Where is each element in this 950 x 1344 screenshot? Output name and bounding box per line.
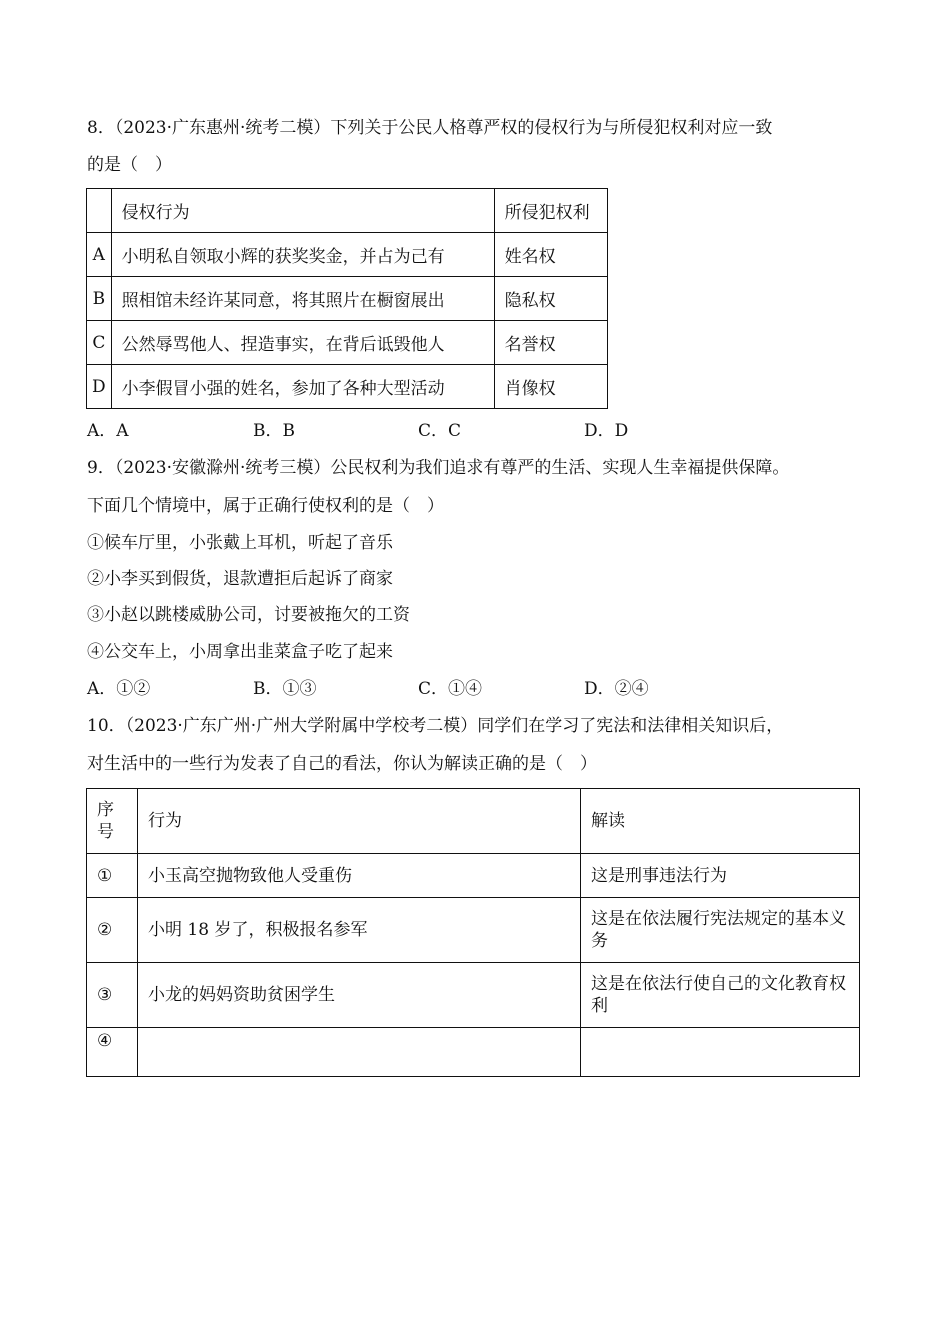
header-cell: 解读 [581, 789, 860, 854]
table-cell: 肖像权 [494, 365, 607, 409]
table-cell: 这是刑事违法行为 [581, 854, 860, 898]
q8-stem-line2: 的是（ ） [87, 155, 172, 175]
header-cell [87, 189, 112, 233]
table-header-row [87, 189, 608, 233]
q8-table [86, 188, 608, 409]
q9-stem-line1: 9．（2023·安徽滁州·统考三模）公民权利为我们追求有尊严的生活、实现人生幸福提供保障。 [87, 458, 790, 478]
option-b[interactable]: B．①③ [253, 679, 317, 699]
q8-stem-line1: 8．（2023·广东惠州·统考二模）下列关于公民人格尊严权的侵权行为与所侵犯权利对应一致 [87, 118, 773, 138]
table-cell: B [87, 277, 112, 321]
table-cell: 公然辱骂他人、捏造事实，在背后诋毁他人 [111, 321, 494, 365]
header-cell: 所侵犯权利 [494, 189, 607, 233]
table-cell: 隐私权 [494, 277, 607, 321]
table-row [87, 898, 860, 963]
table-cell: ② [87, 898, 138, 963]
header-cell: 侵权行为 [111, 189, 494, 233]
option-d[interactable]: D．②④ [584, 679, 649, 699]
table-cell: A [87, 233, 112, 277]
option-d[interactable]: D．D [584, 421, 629, 441]
q9-item-1: ①候车厅里，小张戴上耳机，听起了音乐 [87, 533, 393, 553]
option-c[interactable]: C．①④ [418, 679, 483, 699]
option-b[interactable]: B．B [253, 421, 295, 441]
table-cell: 小李假冒小强的姓名，参加了各种大型活动 [111, 365, 494, 409]
table-row [87, 277, 608, 321]
table-cell: 小龙的妈妈资助贫困学生 [138, 963, 581, 1028]
q10-stem-line2: 对生活中的一些行为发表了自己的看法，你认为解读正确的是（ ） [87, 754, 597, 774]
option-c[interactable]: C．C [418, 421, 462, 441]
q10-stem-line1: 10．（2023·广东广州·广州大学附属中学校考二模）同学们在学习了宪法和法律相关知识后， [87, 716, 784, 736]
table-cell: ① [87, 854, 138, 898]
header-cell: 行为 [138, 789, 581, 854]
table-cell: 小明 18 岁了，积极报名参军 [138, 898, 581, 963]
table-row [87, 233, 608, 277]
table-cell: 这是在依法行使自己的文化教育权利 [581, 963, 860, 1028]
table-cell: 名誉权 [494, 321, 607, 365]
q9-item-2: ②小李买到假货，退款遭拒后起诉了商家 [87, 569, 393, 589]
table-cell: ③ [87, 963, 138, 1028]
table-cell: 小玉高空抛物致他人受重伤 [138, 854, 581, 898]
table-row [87, 1028, 860, 1077]
table-cell: 照相馆未经许某同意，将其照片在橱窗展出 [111, 277, 494, 321]
table-cell: C [87, 321, 112, 365]
table-cell: 这是在依法履行宪法规定的基本义务 [581, 898, 860, 963]
q9-stem-line2: 下面几个情境中，属于正确行使权利的是（ ） [87, 496, 444, 516]
table-cell: ④ [87, 1028, 138, 1077]
table-row [87, 854, 860, 898]
table-cell: 姓名权 [494, 233, 607, 277]
table-row [87, 963, 860, 1028]
q9-item-4: ④公交车上，小周拿出韭菜盒子吃了起来 [87, 642, 393, 662]
option-a[interactable]: A．A [87, 421, 129, 441]
table-cell [138, 1028, 581, 1077]
table-row [87, 365, 608, 409]
table-cell: D [87, 365, 112, 409]
table-cell [581, 1028, 860, 1077]
q9-item-3: ③小赵以跳楼威胁公司，讨要被拖欠的工资 [87, 605, 410, 625]
option-a[interactable]: A．①② [87, 679, 151, 699]
table-header-row [87, 789, 860, 854]
table-row [87, 321, 608, 365]
q10-table [86, 788, 860, 1077]
header-cell: 序号 [87, 789, 138, 854]
table-cell: 小明私自领取小辉的获奖奖金，并占为己有 [111, 233, 494, 277]
